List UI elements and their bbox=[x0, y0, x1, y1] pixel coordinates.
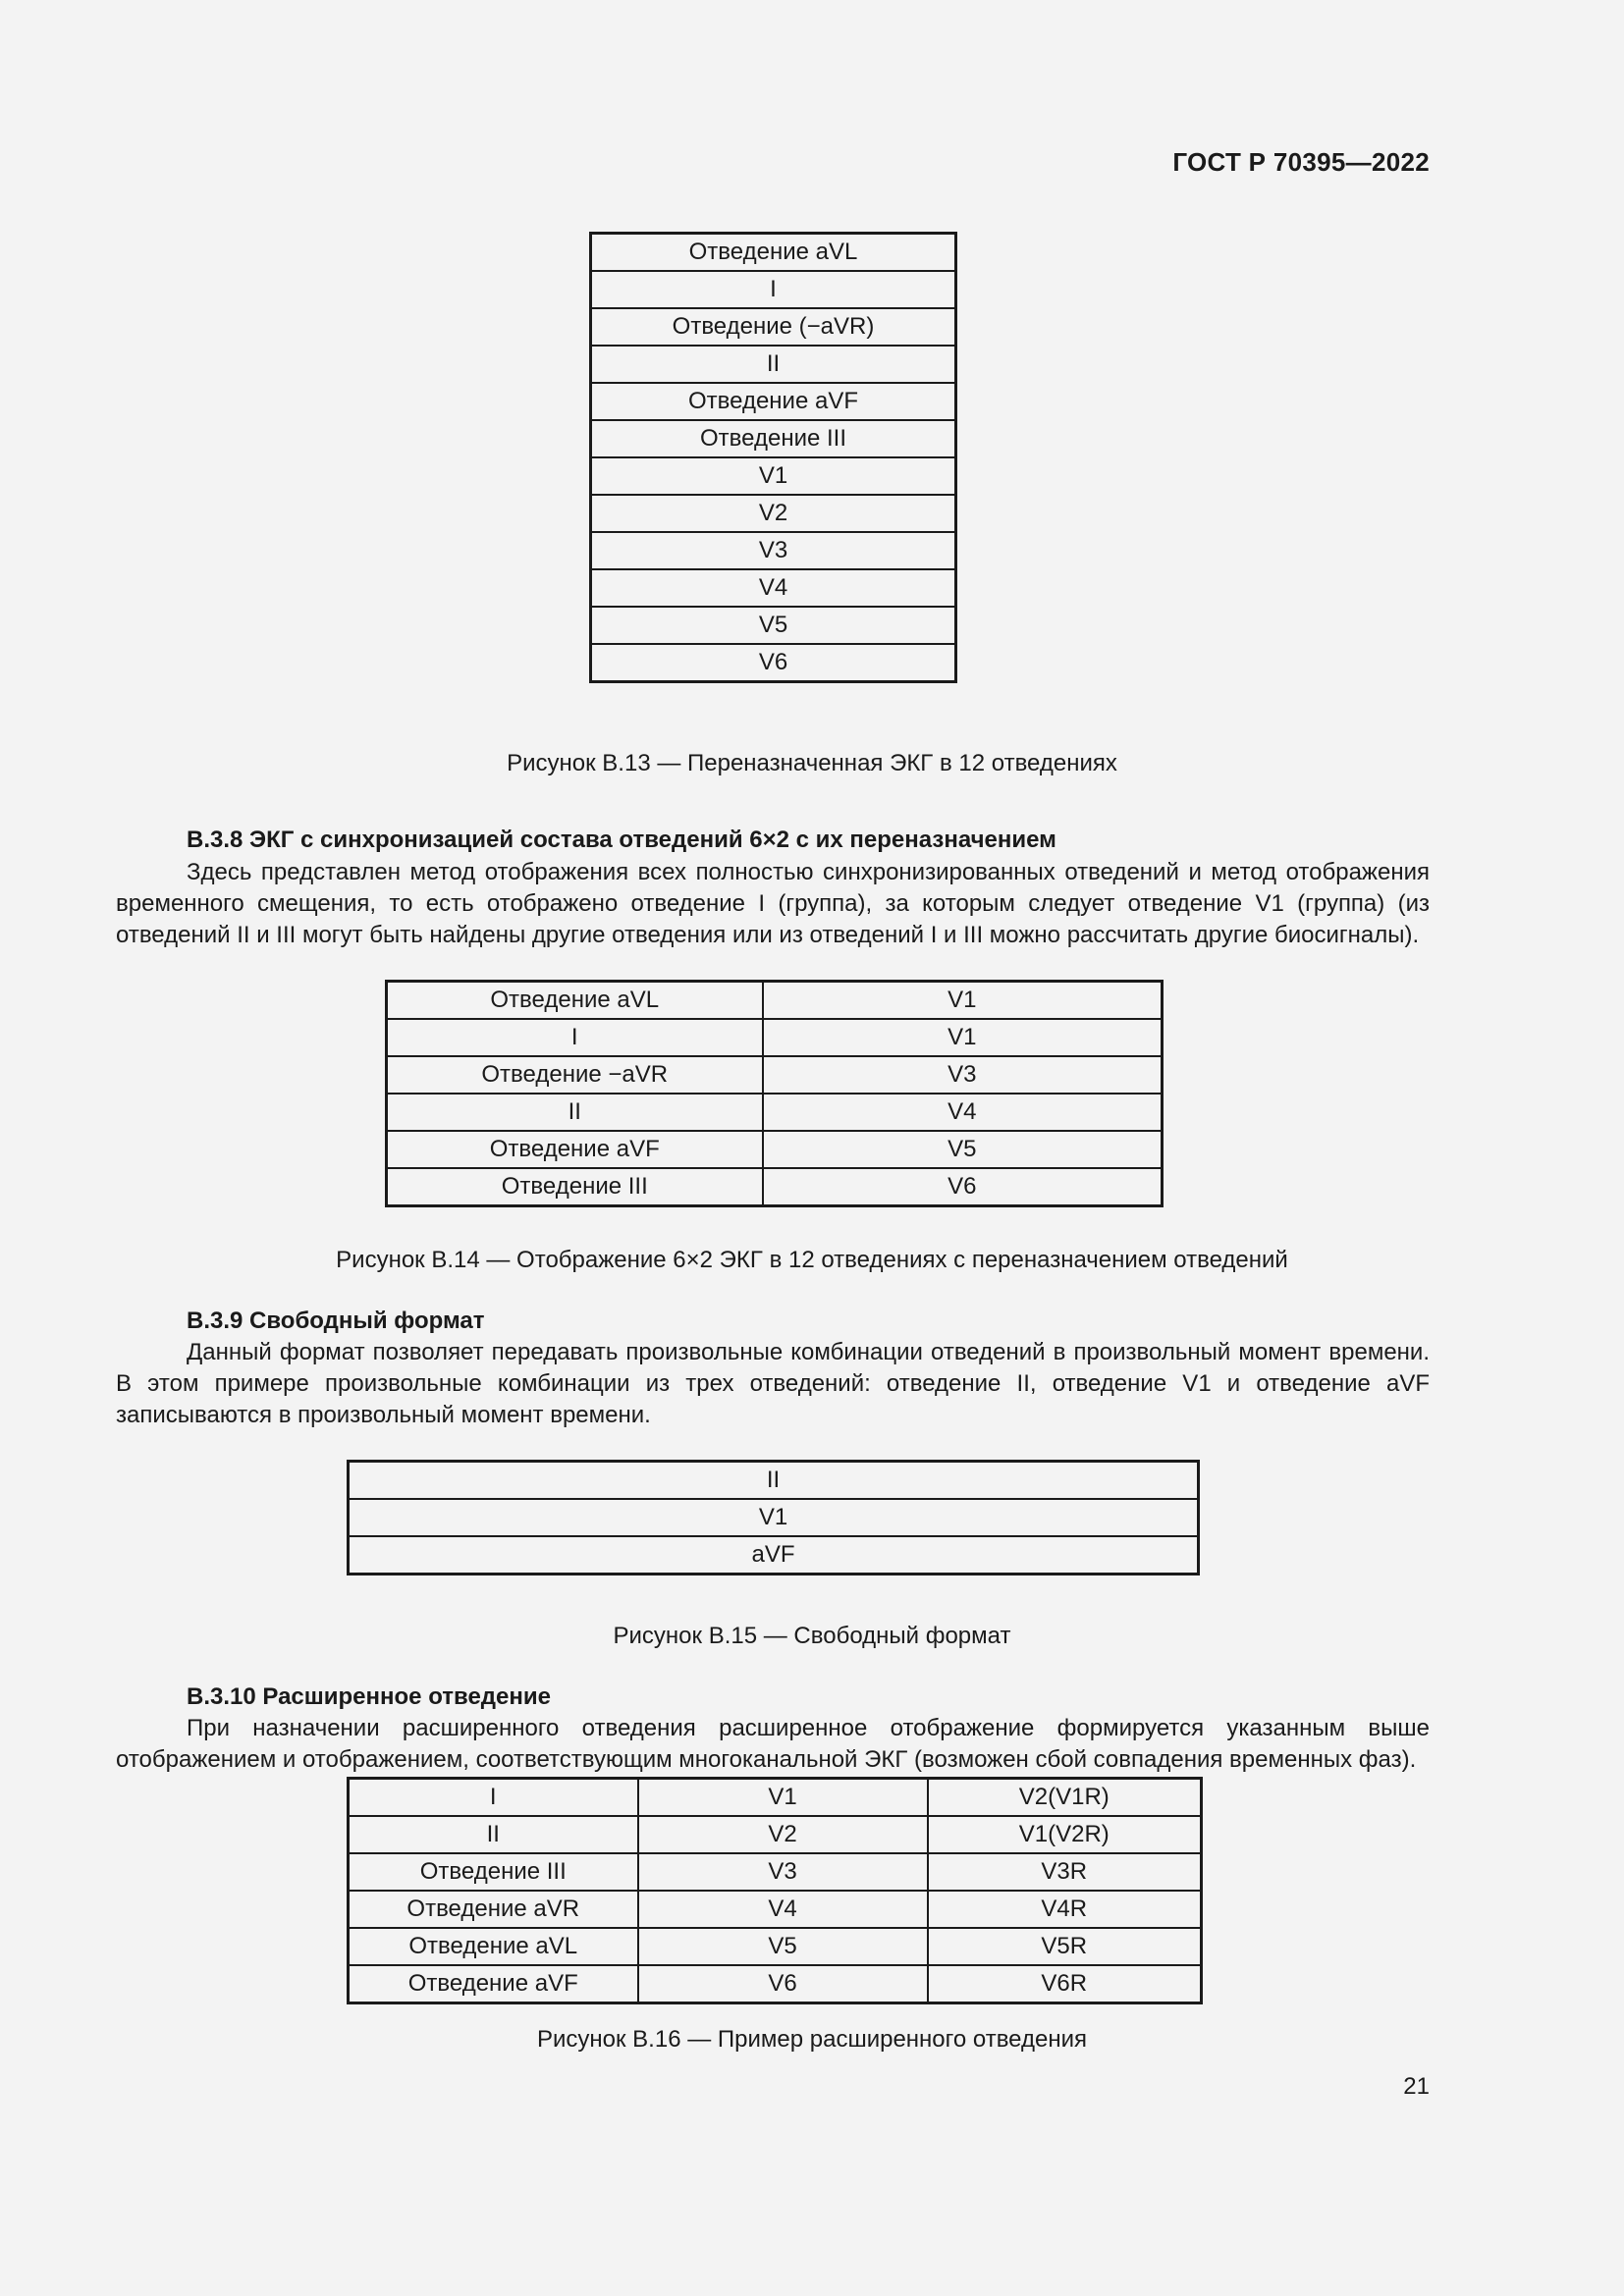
table-cell: Отведение aVL bbox=[591, 234, 956, 272]
table-cell: V3 bbox=[591, 532, 956, 569]
table-row bbox=[387, 1094, 1163, 1131]
table-row bbox=[349, 1965, 1202, 2003]
table-row bbox=[591, 346, 956, 383]
table-row bbox=[591, 495, 956, 532]
table-cell: Отведение aVL bbox=[387, 982, 763, 1020]
table-cell: V5R bbox=[928, 1928, 1202, 1965]
fig14-table bbox=[385, 980, 1164, 1207]
table-cell: V6 bbox=[638, 1965, 928, 2003]
table-cell: V1 bbox=[349, 1499, 1199, 1536]
fig15-caption: Рисунок В.15 — Свободный формат bbox=[613, 1623, 1011, 1649]
table-cell: V4 bbox=[763, 1094, 1163, 1131]
section-heading-b39: В.3.9 Свободный формат bbox=[187, 1308, 485, 1334]
table-row bbox=[591, 308, 956, 346]
table-cell: Отведение III bbox=[591, 420, 956, 457]
table-cell: V1 bbox=[763, 982, 1163, 1020]
fig13-table bbox=[589, 232, 957, 683]
table-row bbox=[387, 1019, 1163, 1056]
table-row bbox=[591, 457, 956, 495]
table-cell: V6R bbox=[928, 1965, 1202, 2003]
section-heading-b38: В.3.8 ЭКГ с синхронизацией состава отведений 6×2 с их переназначением bbox=[187, 827, 1056, 853]
table-cell: Отведение aVF bbox=[387, 1131, 763, 1168]
fig16-caption: Рисунок В.16 — Пример расширенного отведения bbox=[536, 2026, 1088, 2053]
table-row bbox=[349, 1891, 1202, 1928]
table-row bbox=[349, 1853, 1202, 1891]
table-cell: I bbox=[349, 1779, 638, 1817]
fig16-table bbox=[347, 1777, 1203, 2004]
table-cell: V5 bbox=[638, 1928, 928, 1965]
table-cell: Отведение aVR bbox=[349, 1891, 638, 1928]
table-cell: V1 bbox=[591, 457, 956, 495]
table-cell: II bbox=[387, 1094, 763, 1131]
table-cell: Отведение III bbox=[387, 1168, 763, 1206]
table-cell: I bbox=[387, 1019, 763, 1056]
table-row bbox=[387, 1168, 1163, 1206]
section-text-b38: Здесь представлен метод отображения всех полностью синхронизированных отведений и метод отображения временного смещения, то есть отображено отведение I (группа), за которым следует отведение V1 (группа) (из отведений II и III могут быть найдены другие отведения или из отведений I и III можно рассчитать другие биосигналы). bbox=[116, 859, 1430, 948]
table-row bbox=[591, 607, 956, 644]
table-cell: V6 bbox=[763, 1168, 1163, 1206]
table-cell: Отведение (−aVR) bbox=[591, 308, 956, 346]
table-row bbox=[591, 644, 956, 682]
table-cell: V1(V2R) bbox=[928, 1816, 1202, 1853]
table-row bbox=[591, 532, 956, 569]
table-row bbox=[349, 1816, 1202, 1853]
table-cell: V4R bbox=[928, 1891, 1202, 1928]
table-cell: V3 bbox=[638, 1853, 928, 1891]
table-row bbox=[591, 383, 956, 420]
table-cell: V3 bbox=[763, 1056, 1163, 1094]
section-text-b39: Данный формат позволяет передавать произвольные комбинации отведений в произвольный момент времени. В этом примере произвольные комбинации из трех отведений: отведение II, отведение V1 и отведение aVF записываются в произвольный момент времени. bbox=[116, 1339, 1430, 1428]
section-text-b310: При назначении расширенного отведения расширенное отображение формируется указанным выше отображением и отображением, соответствующим многоканальной ЭКГ (возможен сбой совпадения временных фаз). bbox=[116, 1715, 1430, 1773]
table-row bbox=[591, 271, 956, 308]
table-row bbox=[349, 1499, 1199, 1536]
fig13-caption: Рисунок В.13 — Переназначенная ЭКГ в 12 отведениях bbox=[507, 750, 1117, 776]
table-cell: II bbox=[591, 346, 956, 383]
table-cell: V4 bbox=[638, 1891, 928, 1928]
table-cell: Отведение aVF bbox=[349, 1965, 638, 2003]
table-cell: V2(V1R) bbox=[928, 1779, 1202, 1817]
table-row bbox=[591, 234, 956, 272]
table-cell: V1 bbox=[763, 1019, 1163, 1056]
table-cell: V6 bbox=[591, 644, 956, 682]
table-cell: Отведение aVL bbox=[349, 1928, 638, 1965]
table-cell: II bbox=[349, 1462, 1199, 1500]
table-cell: V5 bbox=[763, 1131, 1163, 1168]
table-cell: V5 bbox=[591, 607, 956, 644]
table-cell: V2 bbox=[591, 495, 956, 532]
table-row bbox=[387, 1056, 1163, 1094]
table-row bbox=[591, 420, 956, 457]
table-cell: II bbox=[349, 1816, 638, 1853]
fig15-table bbox=[347, 1460, 1200, 1575]
table-cell: I bbox=[591, 271, 956, 308]
section-heading-b310: В.3.10 Расширенное отведение bbox=[187, 1683, 551, 1710]
table-cell: Отведение III bbox=[349, 1853, 638, 1891]
table-row bbox=[349, 1462, 1199, 1500]
table-cell: Отведение −aVR bbox=[387, 1056, 763, 1094]
table-row bbox=[387, 982, 1163, 1020]
table-cell: aVF bbox=[349, 1536, 1199, 1575]
document-id: ГОСТ Р 70395—2022 bbox=[1172, 147, 1430, 177]
table-row bbox=[591, 569, 956, 607]
table-cell: V1 bbox=[638, 1779, 928, 1817]
table-row bbox=[349, 1536, 1199, 1575]
table-row bbox=[387, 1131, 1163, 1168]
table-cell: V3R bbox=[928, 1853, 1202, 1891]
table-row bbox=[349, 1779, 1202, 1817]
table-cell: Отведение aVF bbox=[591, 383, 956, 420]
table-cell: V4 bbox=[591, 569, 956, 607]
fig14-caption: Рисунок В.14 — Отображение 6×2 ЭКГ в 12 отведениях с переназначением отведений bbox=[336, 1247, 1288, 1273]
table-cell: V2 bbox=[638, 1816, 928, 1853]
table-row bbox=[349, 1928, 1202, 1965]
page-number: 21 bbox=[1403, 2073, 1430, 2100]
